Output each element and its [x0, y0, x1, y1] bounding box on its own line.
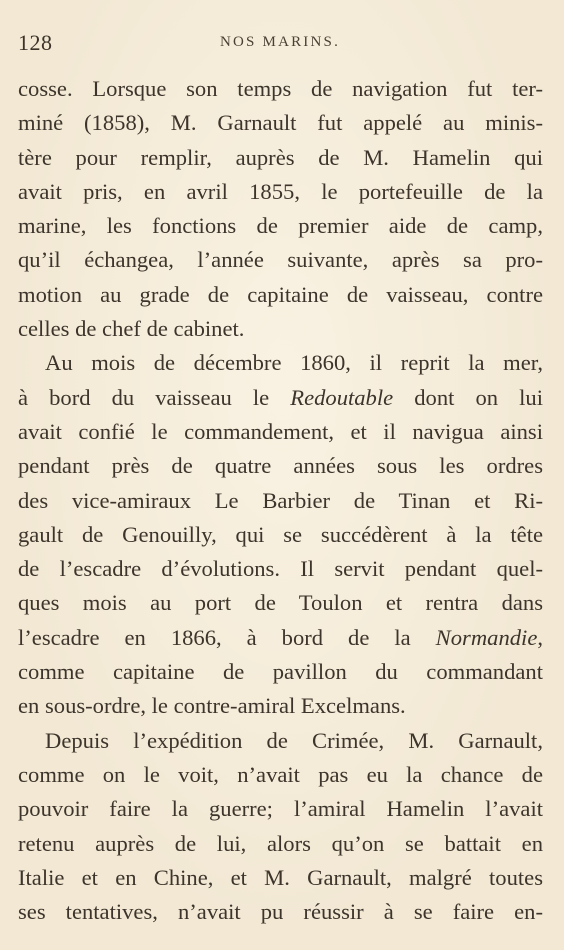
text-line — [18, 72, 543, 106]
text-segment: Italie et en Chine, et M. Garnault, malgré toutes — [18, 864, 543, 890]
text-line — [18, 175, 543, 209]
text-segment: comme on le voit, n’avait pas eu la chance de — [18, 761, 543, 787]
text-line — [18, 895, 543, 929]
paragraph — [18, 346, 543, 723]
italic-text: Redoutable — [290, 384, 394, 410]
text-line — [18, 689, 543, 723]
text-line — [18, 415, 543, 449]
text-segment: à bord du vaisseau le — [18, 384, 291, 410]
text-segment: retenu auprès de lui, alors qu’on se battait en — [18, 830, 543, 856]
running-title: NOS MARINS. — [219, 34, 341, 50]
body-text — [18, 72, 543, 929]
text-line — [18, 552, 543, 586]
text-segment: pendant près de quatre années sous les ordres — [18, 453, 543, 479]
paragraph — [18, 72, 543, 346]
text-line — [18, 312, 543, 346]
text-segment: en sous-ordre, le contre-amiral Excelmans. — [18, 693, 406, 719]
text-line — [18, 106, 543, 140]
text-segment: tère pour remplir, auprès de M. Hamelin qui — [18, 144, 543, 170]
text-segment: motion au grade de capitaine de vaisseau, contre — [18, 281, 543, 307]
text-line — [18, 724, 543, 758]
text-segment: avait confié le commandement, et il navigua ainsi — [18, 418, 543, 444]
text-line — [18, 758, 543, 792]
text-line — [18, 827, 543, 861]
text-line — [18, 346, 543, 380]
running-head — [18, 30, 542, 58]
text-line — [18, 792, 543, 826]
text-segment: l’escadre en 1866, à bord de la — [18, 624, 436, 650]
text-line — [18, 449, 543, 483]
italic-text: Normandie — [435, 624, 538, 650]
text-segment: des vice-amiraux Le Barbier de Tinan et Ri- — [18, 487, 543, 513]
text-line — [18, 586, 543, 620]
text-segment: Depuis l’expédition de Crimée, M. Garnault, — [45, 727, 543, 753]
text-line — [18, 209, 543, 243]
text-line — [18, 621, 543, 655]
text-line — [18, 655, 543, 689]
text-segment: pouvoir faire la guerre; l’amiral Hamelin l’avait — [18, 796, 543, 822]
text-segment: comme capitaine de pavillon du commandant — [18, 659, 543, 685]
text-segment: miné (1858), M. Garnault fut appelé au minis- — [18, 110, 543, 136]
text-segment: qu’il échangea, l’année suivante, après sa pro- — [18, 247, 543, 273]
text-line — [18, 381, 543, 415]
text-segment: cosse. Lorsque son temps de navigation fut ter- — [18, 76, 543, 101]
text-segment: gault de Genouilly, qui se succédèrent à la tête — [18, 521, 543, 547]
text-line — [18, 861, 543, 895]
text-segment: dont on lui — [393, 384, 543, 410]
text-line — [18, 278, 543, 312]
text-line — [18, 243, 543, 277]
paragraph — [18, 724, 543, 930]
text-segment: de l’escadre d’évolutions. Il servit pendant quel- — [18, 556, 543, 582]
text-segment: celles de chef de cabinet. — [18, 316, 245, 342]
text-segment: Au mois de décembre 1860, il reprit la mer, — [45, 350, 543, 376]
text-segment: ses tentatives, n’avait pu réussir à se faire en- — [18, 899, 543, 925]
text-line — [18, 518, 543, 552]
text-segment: avait pris, en avril 1855, le portefeuille de la — [18, 178, 543, 204]
text-segment: marine, les fonctions de premier aide de camp, — [18, 213, 543, 239]
page-number: 128 — [18, 30, 53, 55]
text-line — [18, 484, 543, 518]
text-segment: , — [537, 624, 543, 650]
text-segment: ques mois au port de Toulon et rentra dans — [18, 590, 543, 616]
text-line — [18, 141, 543, 175]
